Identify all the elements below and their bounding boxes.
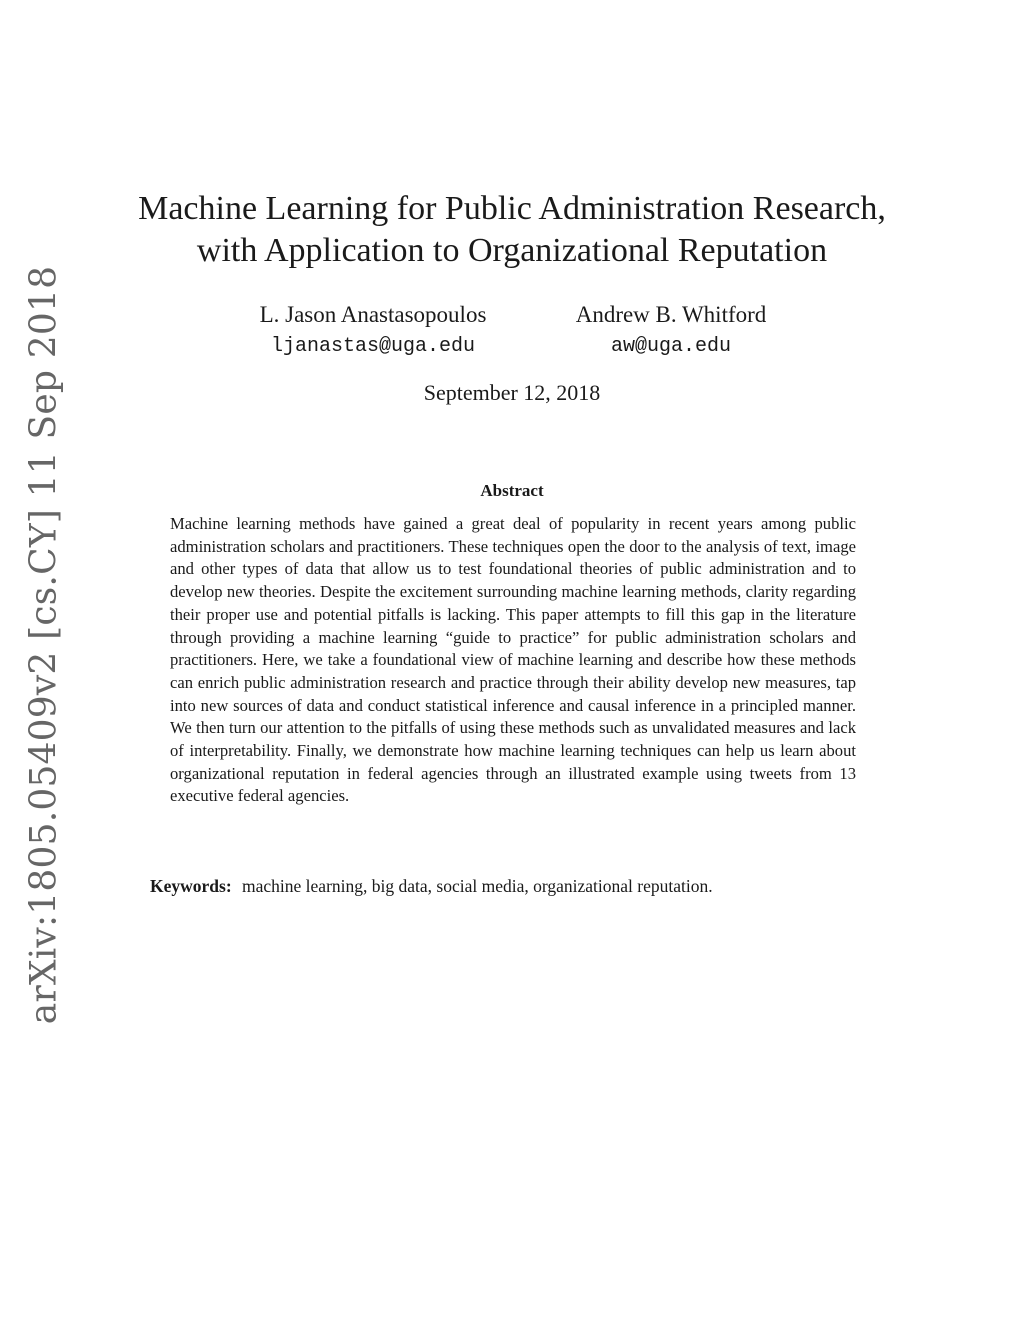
keywords-list: machine learning, big data, social media, organizational reputation.: [242, 876, 713, 896]
abstract-body: Machine learning methods have gained a great deal of popularity in recent years among public administration scholars and practitioners. These techniques open the door to the analysis of text, image and other types of data that allow us to test foundational theories of public administration and to develop new theories. Despite the excitement surrounding machine learning methods, clarity regarding their proper use and potential pitfalls is lacking. This paper attempts to fill this gap in the literature through providing a machine learning “guide to practice” for public administration scholars and practitioners. Here, we take a foundational view of machine learning and describe how these methods can enrich public administration research and practice through their ability develop new measures, tap into new sources of data and conduct statistical inference and causal inference in a principled manner. We then turn our attention to the pitfalls of using these methods such as unvalidated measures and lack of interpretability. Finally, we demonstrate how machine learning techniques can help us learn about organizational reputation in federal agencies through an illustrated example using tweets from 13 executive federal agencies.: [170, 514, 856, 806]
paper-date: September 12, 2018: [423, 380, 601, 405]
author-1: [230, 300, 516, 362]
keywords: [150, 874, 890, 898]
author-1-name: L. Jason Anastasopoulos: [259, 302, 487, 327]
abstract-heading: Abstract: [480, 481, 544, 500]
author-2: [548, 300, 794, 362]
paper-title-line-1: Machine Learning for Public Administration Research,: [138, 190, 886, 227]
arxiv-identifier-text: arXiv:1805.05409v2 [cs.CY] 11 Sep 2018: [23, 265, 65, 1025]
author-2-email: aw@uga.edu: [610, 335, 732, 358]
paper-title-line-2: with Application to Organizational Reputation: [196, 232, 828, 269]
author-1-email: ljanastas@uga.edu: [270, 335, 476, 358]
author-2-name: Andrew B. Whitford: [575, 302, 767, 327]
keywords-label: Keywords:: [150, 876, 232, 896]
paper-title: [100, 188, 924, 272]
